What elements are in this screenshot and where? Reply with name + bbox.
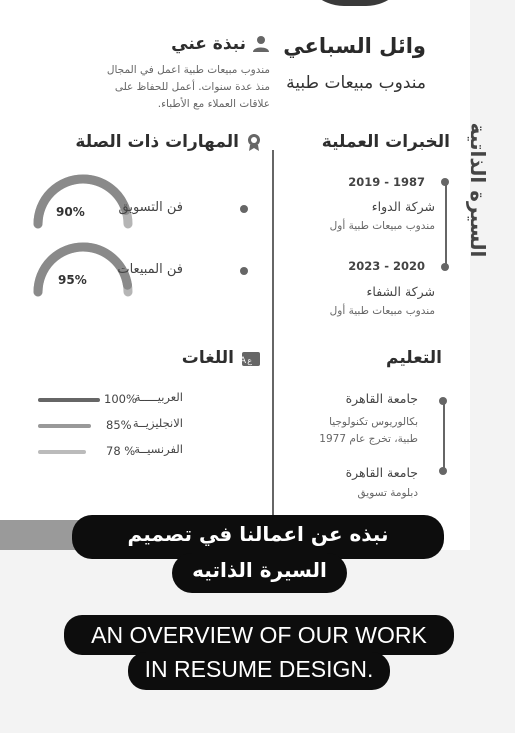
- language-bar: [38, 424, 91, 428]
- svg-text:ع: ع: [247, 356, 252, 365]
- user-icon: [252, 35, 270, 53]
- english-caption-line1: AN OVERVIEW OF OUR WORK: [91, 622, 427, 648]
- timeline-dot: [441, 178, 449, 186]
- languages-header: [182, 348, 260, 368]
- experience-position: مندوب مبيعات طبية أول: [329, 305, 435, 317]
- languages-title: اللغات: [181, 348, 234, 368]
- column-divider: [272, 150, 274, 520]
- education-timeline: [443, 400, 445, 472]
- arabic-caption-line2: السيرة الذاتيه: [192, 558, 327, 582]
- person-name: وائل السباعي: [283, 34, 426, 58]
- award-icon: [245, 133, 263, 151]
- svg-text:A: A: [239, 356, 246, 366]
- language-percent: 85%: [106, 418, 132, 432]
- education-school: جامعة القاهرة: [345, 465, 418, 480]
- skill-label: فن التسويق: [118, 200, 183, 215]
- experience-period: 2020 - 2023: [348, 259, 425, 273]
- footer-strip: [0, 520, 80, 550]
- education-detail: طبية، تخرج عام 1977: [319, 433, 418, 445]
- language-bar: [38, 450, 86, 454]
- translate-icon: [239, 351, 260, 366]
- skill-percent: 95%: [58, 273, 87, 287]
- skill-dot: [240, 205, 248, 213]
- experience-timeline: [445, 182, 447, 270]
- timeline-dot: [439, 467, 447, 475]
- about-title: نبذة عني: [171, 34, 246, 54]
- side-label: السيرة الذاتية: [466, 122, 490, 258]
- about-line: مندوب مبيعات طبية اعمل في المجال: [106, 64, 270, 76]
- education-school: جامعة القاهرة: [345, 391, 418, 406]
- language-bar: [38, 398, 100, 402]
- experience-title: الخبرات العملية: [321, 132, 450, 152]
- language-label: الانجليزيــة: [132, 416, 183, 430]
- education-title: التعليم: [386, 348, 442, 368]
- about-section: [20, 34, 270, 113]
- language-percent: 100%: [104, 392, 137, 406]
- skill-dot: [240, 267, 248, 275]
- experience-company: شركة الدواء: [371, 199, 435, 214]
- experience-position: مندوب مبيعات طبية أول: [329, 220, 435, 232]
- experience-period: 1987 - 2019: [348, 175, 425, 189]
- language-label: الفرنسيــة: [134, 442, 183, 456]
- language-label: العربيـــــة: [134, 390, 183, 404]
- language-percent: 78 %: [106, 444, 136, 458]
- education-detail: دبلومة تسويق: [357, 487, 418, 499]
- about-line: منذ عدة سنوات. أعمل للحفاظ على: [114, 81, 270, 93]
- arabic-caption-line1: نبذه عن اعمالنا في تصميم: [127, 522, 389, 546]
- person-role: مندوب مبيعات طبية: [286, 73, 426, 93]
- header-arc: [300, 0, 410, 6]
- about-line: علاقات العملاء مع الأطباء.: [157, 98, 270, 110]
- experience-company: شركة الشفاء: [366, 284, 435, 299]
- education-detail: بكالوريوس تكنولوجيا: [329, 416, 418, 428]
- timeline-dot: [441, 263, 449, 271]
- skills-title: المهارات ذات الصلة: [75, 132, 239, 152]
- timeline-dot: [439, 397, 447, 405]
- skill-label: فن المبيعات: [117, 262, 183, 277]
- skills-header: [75, 132, 263, 152]
- english-caption-line2: IN RESUME DESIGN.: [144, 656, 374, 682]
- skill-percent: 90%: [56, 205, 85, 219]
